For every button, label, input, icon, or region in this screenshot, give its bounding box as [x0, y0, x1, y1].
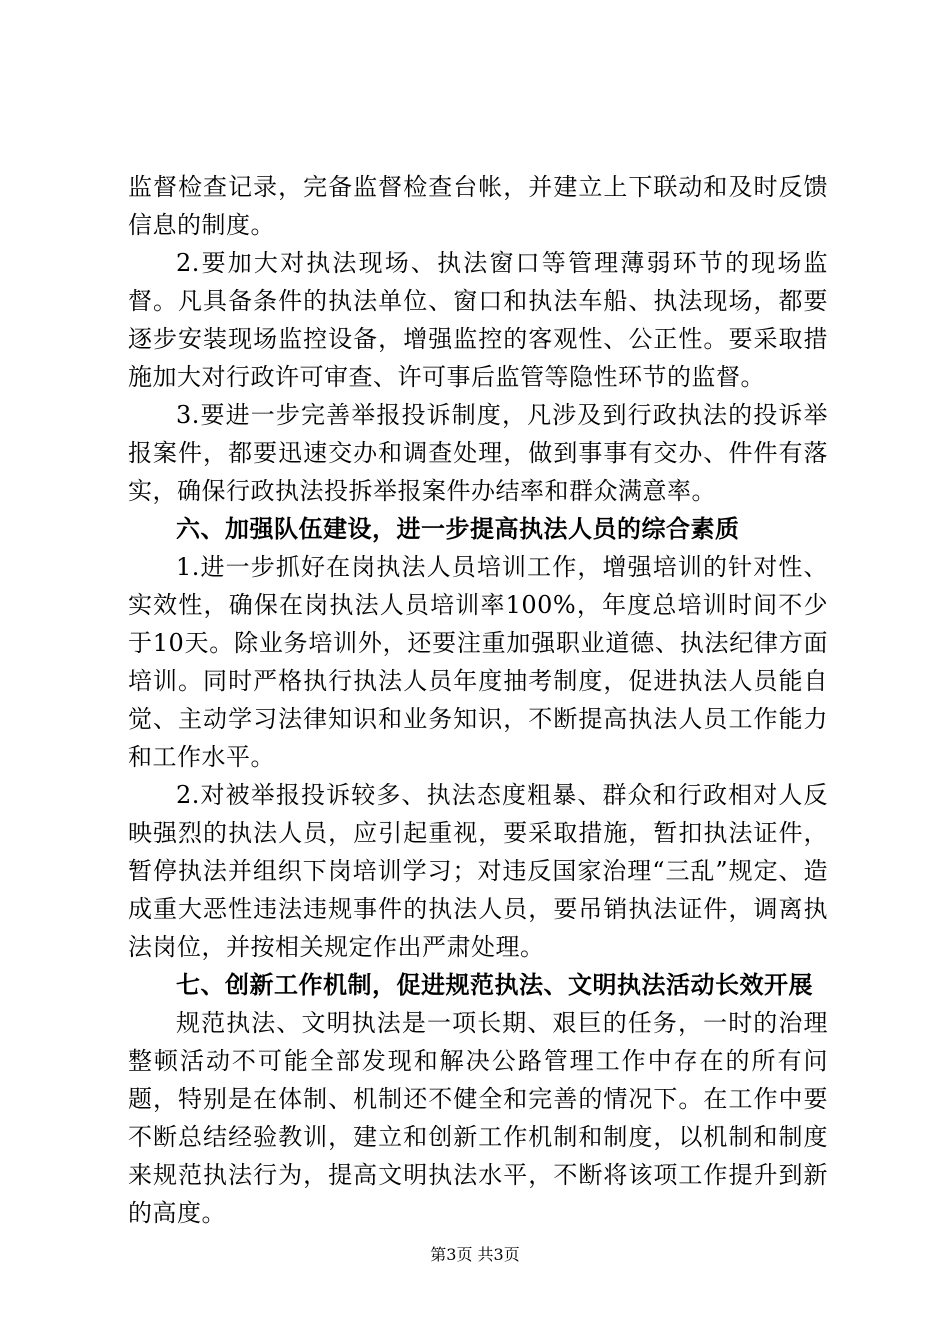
- page-footer: [0, 1245, 950, 1265]
- document-body: [128, 168, 828, 1232]
- page-number: 第3页 共3页: [430, 1245, 520, 1264]
- section-heading-7: 七、创新工作机制，促进规范执法、文明执法活动长效开展: [176, 970, 813, 999]
- section-heading-6: 六、加强队伍建设，进一步提高执法人员的综合素质: [176, 514, 740, 543]
- paragraph-item-2-site-supervision: 2.要加大对执法现场、执法窗口等管理薄弱环节的现场监督。凡具备条件的执法单位、窗口和执法车船、执法现场，都要逐步安装现场监控设备，增强监控的客观性、公正性。要采取措施加大对行政许可审查、许可事后监管等隐性环节的监督。: [128, 249, 828, 391]
- paragraph-item-1-training: 1.进一步抓好在岗执法人员培训工作，增强培训的针对性、实效性，确保在岗执法人员培训率100%，年度总培训时间不少于10天。除业务培训外，还要注重加强职业道德、执法纪律方面培训。同时严格执行执法人员年度抽考制度，促进执法人员能自觉、主动学习法律知识和业务知识，不断提高执法人员工作能力和工作水平。: [128, 553, 828, 771]
- paragraph-conclusion: 规范执法、文明执法是一项长期、艰巨的任务，一时的治理整顿活动不可能全部发现和解决公路管理工作中存在的所有问题，特别是在体制、机制还不健全和完善的情况下。在工作中要不断总结经验教训，建立和创新工作机制和制度，以机制和制度来规范执法行为，提高文明执法水平，不断将该项工作提升到新的高度。: [128, 1009, 828, 1227]
- paragraph-continuation: 监督检查记录，完备监督检查台帐，并建立上下联动和及时反馈信息的制度。: [128, 173, 828, 239]
- paragraph-item-3-complaint-system: 3.要进一步完善举报投诉制度，凡涉及到行政执法的投诉举报案件，都要迅速交办和调查处理，做到事事有交办、件件有落实，确保行政执法投拆举报案件办结率和群众满意率。: [128, 401, 828, 505]
- paragraph-item-2-discipline: 2.对被举报投诉较多、执法态度粗暴、群众和行政相对人反映强烈的执法人员，应引起重视，要采取措施，暂扣执法证件，暂停执法并组织下岗培训学习；对违反国家治理“三乱”规定、造成重大恶性违法违规事件的执法人员，要吊销执法证件，调离执法岗位，并按相关规定作出严肃处理。: [128, 781, 828, 961]
